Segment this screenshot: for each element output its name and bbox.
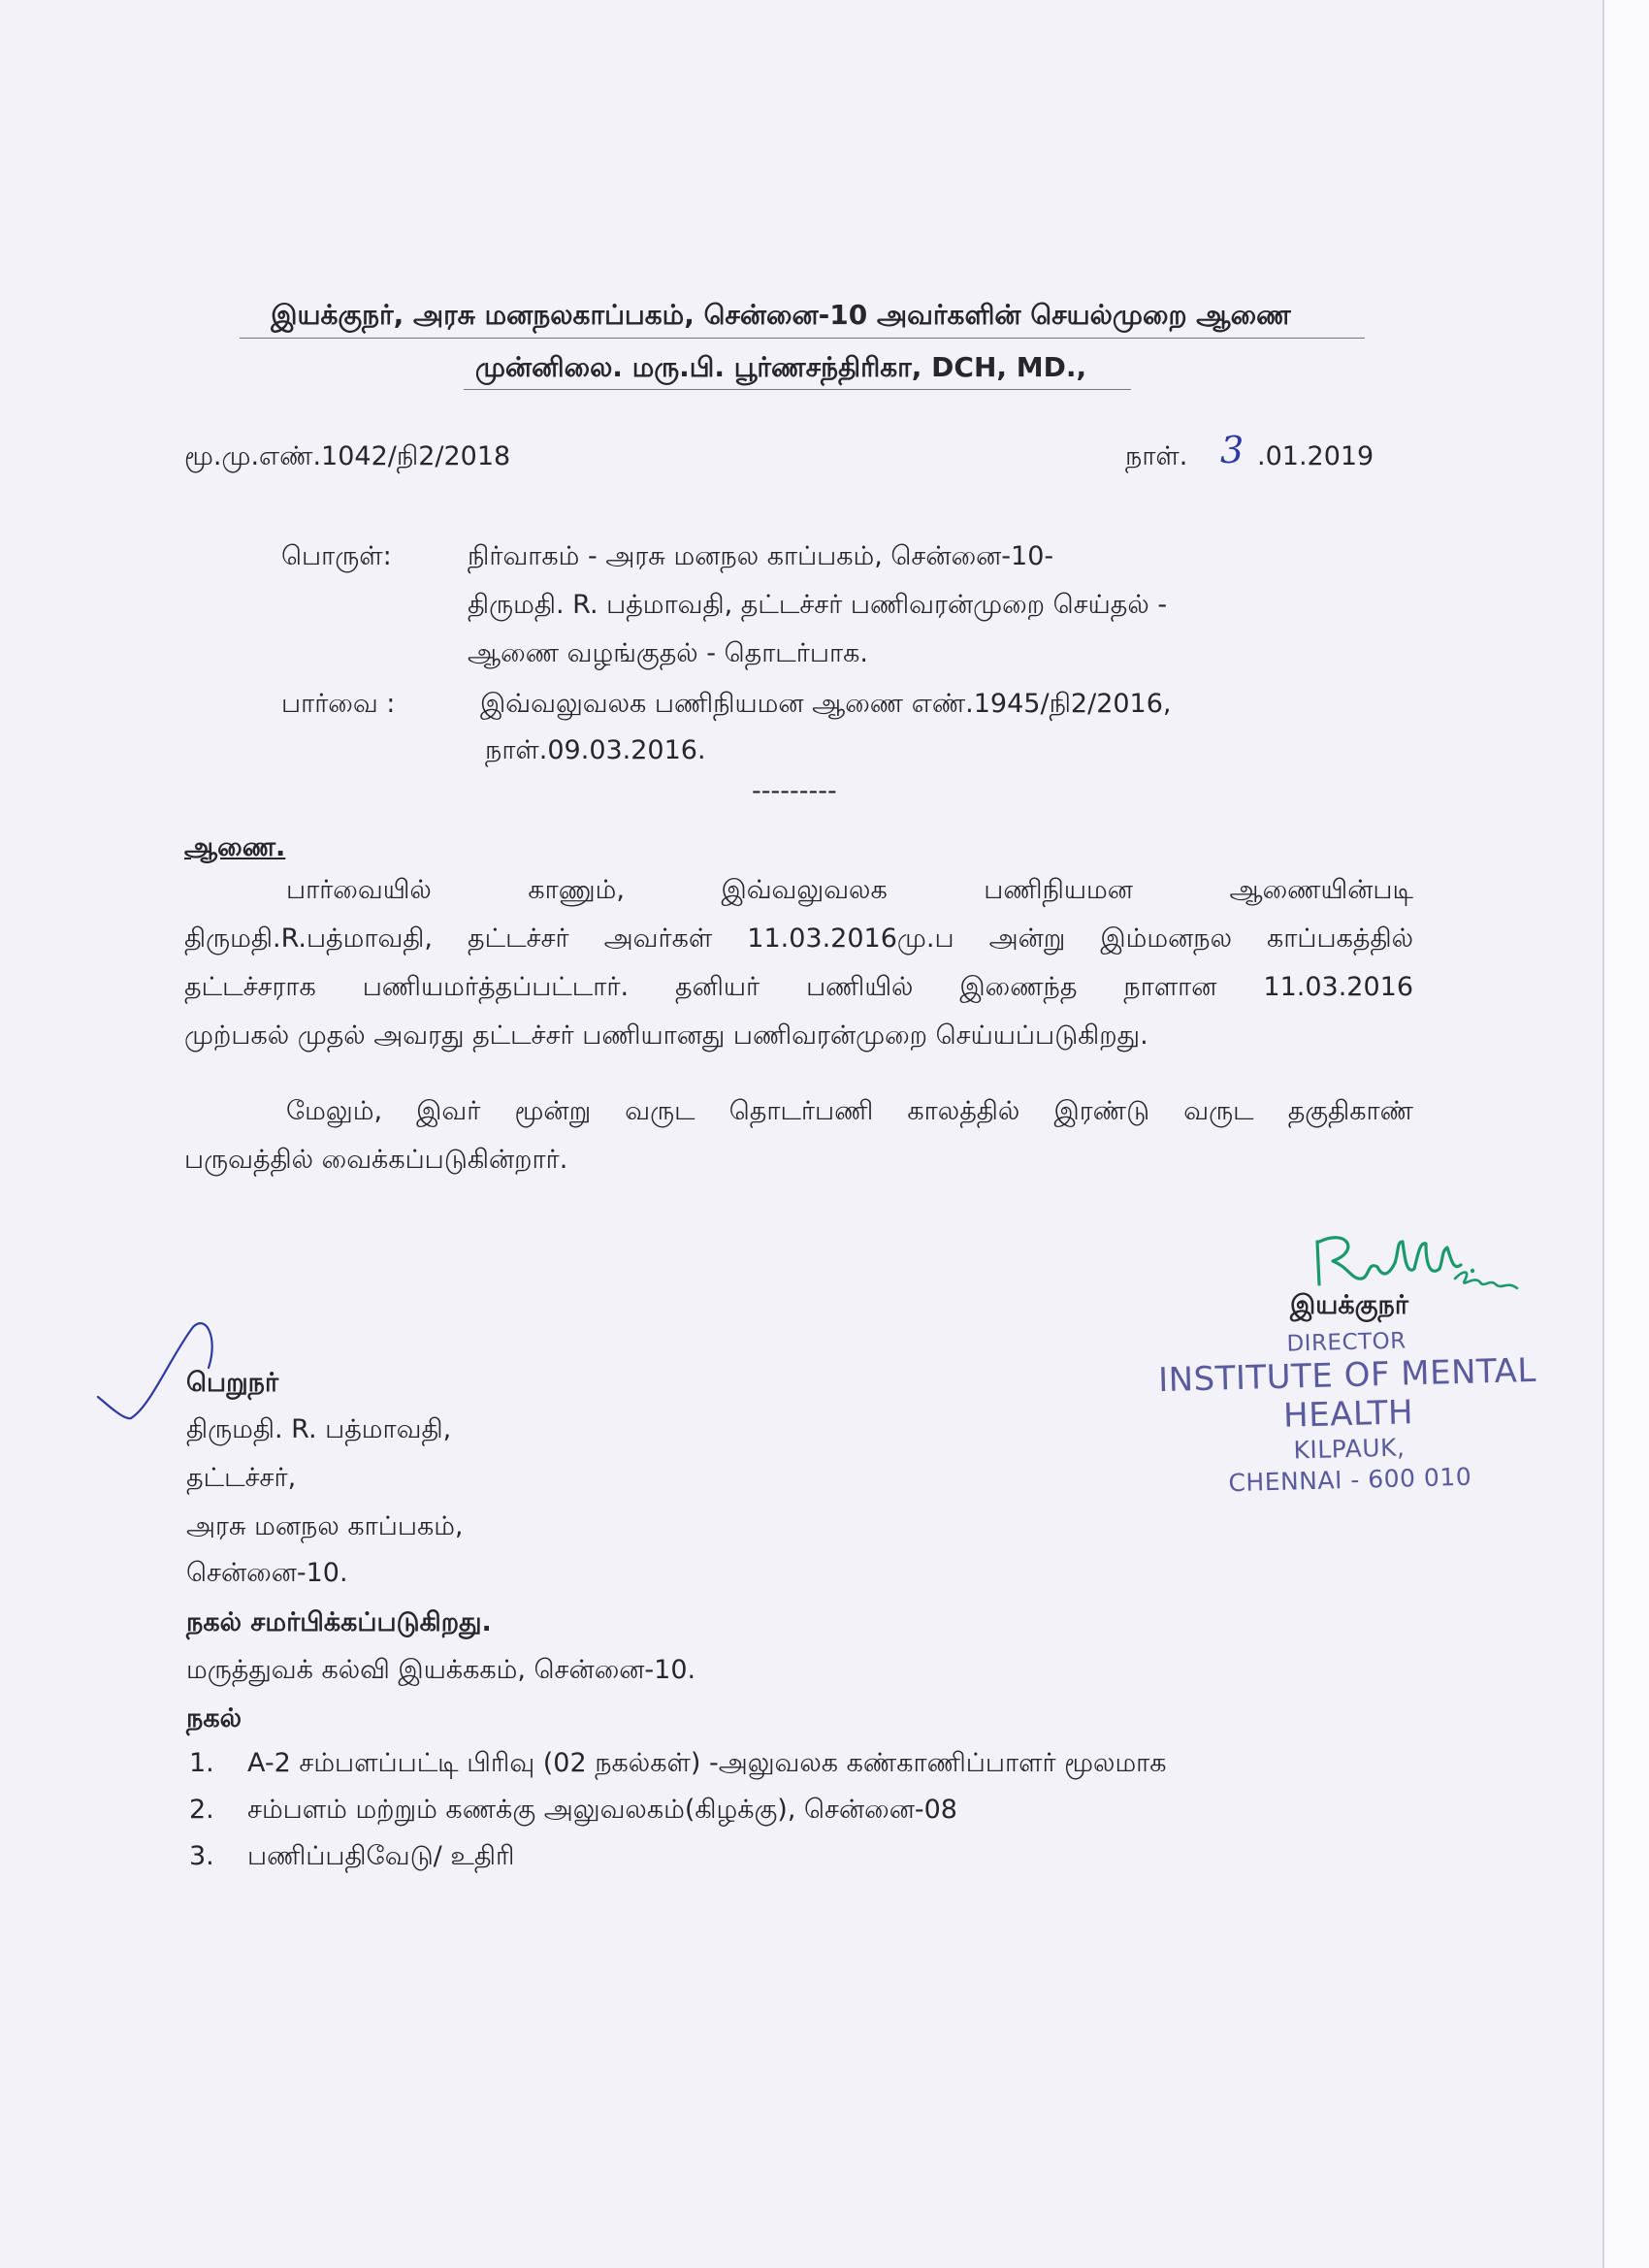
order-para2-line: பருவத்தில் வைக்கப்படுகின்றார். — [184, 1145, 568, 1175]
recipient-line: திருமதி. R. பத்மாவதி, — [186, 1414, 452, 1444]
header-underline-1 — [240, 338, 1365, 339]
separator: --------- — [752, 776, 837, 806]
order-para1-line: திருமதி.R.பத்மாவதி, தட்டச்சர் அவர்கள் 11.03.2016மு.ப அன்று இம்மனநல காப்பகத்தில் — [184, 923, 1413, 954]
reference-number: மூ.மு.எண்.1042/நி2/2018 — [184, 441, 511, 471]
stamp-line: KILPAUK, — [1293, 1433, 1406, 1465]
subject-label: பொருள்: — [281, 541, 392, 571]
copy-item-text: சம்பளம் மற்றும் கணக்கு அலுவலகம்(கிழக்கு), சென்னை-08 — [247, 1795, 957, 1825]
copy-list-item — [189, 1748, 1167, 1782]
stamp-line: CHENNAI - 600 010 — [1228, 1462, 1472, 1498]
order-para1-line: தட்டச்சராக பணியமர்த்தப்பட்டார். தனியர் பணியில் இணைந்த நாளான 11.03.2016 — [184, 972, 1413, 1002]
copy-submitted-line: மருத்துவக் கல்வி இயக்ககம், சென்னை-10. — [186, 1655, 696, 1685]
subject-line: திருமதி. R. பத்மாவதி, தட்டச்சர் பணிவரன்முறை செய்தல் - — [468, 590, 1168, 620]
header-underline-2 — [464, 389, 1131, 390]
signatory-title: இயக்குநர் — [1290, 1290, 1408, 1320]
header-title-line1: இயக்குநர், அரசு மனநலகாப்பகம், சென்னை-10 அவர்களின் செயல்முறை ஆணை — [271, 299, 1291, 331]
order-para1-line: பார்வையில் காணும், இவ்வலுவலக பணிநியமன ஆணையின்படி — [286, 875, 1413, 905]
reference-label: பார்வை : — [281, 689, 396, 719]
copy-item-number: 1. — [189, 1748, 214, 1778]
stamp-line: INSTITUTE OF MENTAL HEALTH — [1157, 1350, 1537, 1436]
order-para1-line: முற்பகல் முதல் அவரது தட்டச்சர் பணியானது பணிவரன்முறை செய்யப்படுகிறது. — [184, 1021, 1148, 1051]
date-day-handwritten: 3 — [1220, 429, 1245, 471]
copy-item-number: 2. — [189, 1795, 214, 1825]
page-edge — [1602, 0, 1649, 2268]
header-title-line2: முன்னிலை. மரு.பி. பூர்ணசந்திரிகா, DCH, MD., — [474, 351, 1087, 383]
institute-stamp — [1114, 1323, 1583, 1503]
copy-list-item — [189, 1795, 957, 1829]
copy-heading: நகல் — [186, 1703, 242, 1733]
reference-line: இவ்வலுவலக பணிநியமன ஆணை எண்.1945/நி2/2016, — [480, 689, 1172, 719]
order-para2-line: மேலும், இவர் மூன்று வருட தொடர்பணி காலத்தில் இரண்டு வருட தகுதிகாண் — [286, 1096, 1413, 1126]
stamp-line: DIRECTOR — [1286, 1328, 1407, 1357]
subject-line: நிர்வாகம் - அரசு மனநல காப்பகம், சென்னை-10- — [468, 541, 1054, 571]
subject-line: ஆணை வழங்குதல் - தொடர்பாக. — [468, 638, 868, 668]
recipient-line: சென்னை-10. — [186, 1558, 348, 1588]
copy-list-item — [189, 1841, 514, 1875]
reference-line: நாள்.09.03.2016. — [485, 735, 706, 765]
recipient-line: அரசு மனநல காப்பகம், — [186, 1511, 464, 1541]
recipient-heading: பெறுநர் — [186, 1368, 279, 1398]
order-heading: ஆணை. — [184, 832, 286, 862]
copy-item-text: A-2 சம்பளப்பட்டி பிரிவு (02 நகல்கள்) -அலுவலக கண்காணிப்பாளர் மூலமாக — [247, 1748, 1167, 1778]
date-rest: .01.2019 — [1257, 441, 1374, 471]
recipient-line: தட்டச்சர், — [186, 1463, 297, 1493]
copy-submitted-heading: நகல் சமர்பிக்கப்படுகிறது. — [186, 1607, 492, 1637]
copy-item-number: 3. — [189, 1841, 214, 1871]
date-label: நாள். — [1125, 441, 1188, 471]
copy-item-text: பணிப்பதிவேடு/ உதிரி — [247, 1841, 515, 1871]
